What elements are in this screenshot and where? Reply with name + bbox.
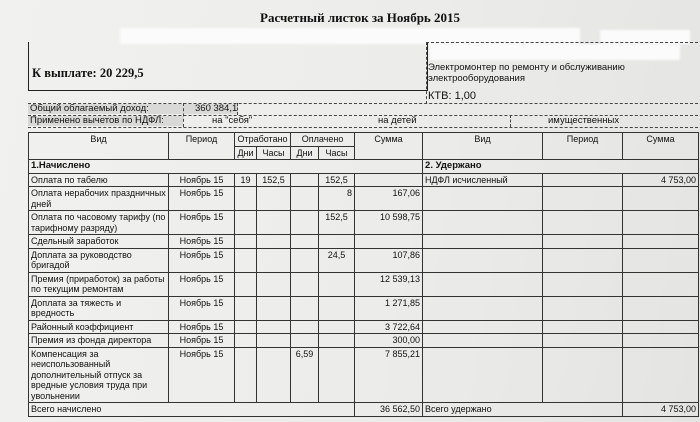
accrual-paid-days: 6,59 [291, 347, 319, 403]
col-sum-2: Сумма [623, 133, 699, 160]
accrual-worked-days [235, 272, 257, 296]
total-withheld-label: Всего удержано [423, 403, 623, 417]
accrual-sum: 1 271,85 [355, 296, 423, 320]
total-accrued-label: Всего начислено [29, 403, 355, 417]
accrual-period: Ноябрь 15 [169, 235, 235, 249]
col-paid-days: Дни [291, 146, 319, 160]
page-title: Расчетный листок за Ноябрь 2015 [260, 10, 461, 25]
accrual-period: Ноябрь 15 [169, 211, 235, 235]
table-header-row [29, 133, 699, 147]
deductions-label: Применено вычетов по НДФЛ: [30, 115, 164, 126]
accrual-worked-days [235, 235, 257, 249]
total-accrued-sum: 36 562,50 [355, 403, 423, 417]
accrual-name: Доплата за тяжесть и вредность [29, 296, 169, 320]
accrual-name: Оплата по часовому тарифу (по тарифному разряду) [29, 211, 169, 235]
table-row [29, 296, 699, 320]
accrual-sum: 167,06 [355, 187, 423, 211]
accrual-paid-hours: 152,5 [319, 211, 355, 235]
totals-row [29, 403, 699, 417]
table-row [29, 211, 699, 235]
accrual-paid-days [291, 187, 319, 211]
accrual-paid-days [291, 211, 319, 235]
accrual-name: Районный коэффициент [29, 320, 169, 334]
accrual-worked-hours [257, 248, 291, 272]
accrual-period: Ноябрь 15 [169, 347, 235, 403]
accrual-worked-days [235, 334, 257, 348]
col-period: Период [169, 133, 235, 160]
accrual-name: Премия (приработок) за работы по текущим ремонтам [29, 272, 169, 296]
accrual-worked-days: 19 [235, 173, 257, 187]
accrual-worked-days [235, 211, 257, 235]
col-worked-days: Дни [235, 146, 257, 160]
payout-box [28, 42, 428, 91]
accrual-period: Ноябрь 15 [169, 272, 235, 296]
accrual-worked-hours [257, 235, 291, 249]
table-row [29, 320, 699, 334]
accrual-worked-hours [257, 347, 291, 403]
payslip-table [28, 132, 699, 417]
position-line-1: Электромонтер по ремонту и обслуживанию [428, 62, 625, 73]
accrual-paid-hours: 152,5 [319, 173, 355, 187]
accrual-paid-days [291, 272, 319, 296]
accrual-worked-hours [257, 334, 291, 348]
section-row [29, 160, 699, 174]
accrual-paid-hours [319, 334, 355, 348]
taxable-income-label: Общий облагаемый доход: [30, 103, 149, 114]
deductions-children: на детей [378, 115, 417, 126]
position-line-2: электрооборудования [428, 73, 526, 84]
accrual-name: Оплата нерабочих праздничных дней [29, 187, 169, 211]
accrual-paid-hours [319, 320, 355, 334]
accrual-name: Премия из фонда директора [29, 334, 169, 348]
withheld-section-title: 2. Удержано [423, 160, 699, 174]
accrual-worked-hours [257, 187, 291, 211]
deductions-property: имущественных [548, 115, 620, 126]
accrual-sum: 12 539,13 [355, 272, 423, 296]
accrual-sum: 7 855,21 [355, 347, 423, 403]
redacted-org-area [430, 44, 680, 60]
accrual-period: Ноябрь 15 [169, 248, 235, 272]
table-row [29, 272, 699, 296]
accrual-sum [355, 173, 423, 187]
accrual-paid-days [291, 296, 319, 320]
withholding-name: НДФЛ исчисленный [423, 173, 543, 187]
deductions-self: на "себя" [212, 115, 253, 126]
accrual-worked-hours [257, 211, 291, 235]
col-type: Вид [29, 133, 169, 160]
col-worked: Отработано [235, 133, 291, 147]
divider [237, 103, 238, 115]
accrual-paid-days [291, 248, 319, 272]
accrual-period: Ноябрь 15 [169, 187, 235, 211]
payout-amount: К выплате: 20 229,5 [32, 66, 144, 80]
accrual-paid-days [291, 320, 319, 334]
accrual-paid-hours: 24,5 [319, 248, 355, 272]
accrual-period: Ноябрь 15 [169, 334, 235, 348]
divider [426, 42, 427, 104]
accrual-paid-hours [319, 347, 355, 403]
withholding-sum: 4 753,00 [623, 173, 699, 187]
accrual-sum: 3 722,64 [355, 320, 423, 334]
accrual-worked-days [235, 296, 257, 320]
accrual-sum: 107,86 [355, 248, 423, 272]
accrual-paid-hours: 8 [319, 187, 355, 211]
accrued-section-title: 1.Начислено [29, 160, 423, 174]
divider [510, 115, 511, 127]
table-row [29, 173, 699, 187]
table-row [29, 347, 699, 403]
accrual-paid-hours [319, 272, 355, 296]
accrual-worked-hours: 152,5 [257, 173, 291, 187]
accrual-name: Сдельный заработок [29, 235, 169, 249]
withholding-period [543, 173, 623, 187]
accrual-sum [355, 235, 423, 249]
total-withheld-sum: 4 753,00 [623, 403, 699, 417]
accrual-worked-days [235, 320, 257, 334]
col-worked-hours: Часы [257, 146, 291, 160]
accrual-paid-days [291, 334, 319, 348]
accrual-worked-hours [257, 320, 291, 334]
accrual-sum: 10 598,75 [355, 211, 423, 235]
taxable-income-value: 360 384,1 [195, 103, 238, 114]
accrual-paid-hours [319, 235, 355, 249]
accrual-worked-hours [257, 296, 291, 320]
col-type-2: Вид [423, 133, 543, 160]
table-row [29, 187, 699, 211]
accrual-name: Компенсация за неиспользованный дополнительный отпуск за вредные условия труда при увольнении [29, 347, 169, 403]
accrual-worked-days [235, 248, 257, 272]
accrual-worked-days [235, 347, 257, 403]
divider [28, 127, 698, 128]
accrual-paid-days [291, 235, 319, 249]
divider [183, 103, 184, 127]
col-paid-hours: Часы [319, 146, 355, 160]
accrual-sum: 300,00 [355, 334, 423, 348]
accrual-worked-hours [257, 272, 291, 296]
accrual-name: Оплата по табелю [29, 173, 169, 187]
ktv-label: КТВ: 1,00 [428, 90, 476, 102]
accrual-name: Доплата за руководство бригадой [29, 248, 169, 272]
accrual-period: Ноябрь 15 [169, 173, 235, 187]
accrual-period: Ноябрь 15 [169, 296, 235, 320]
table-row [29, 235, 699, 249]
divider [426, 42, 698, 43]
col-sum: Сумма [355, 133, 423, 160]
table-row [29, 248, 699, 272]
table-row [29, 334, 699, 348]
accrual-worked-days [235, 187, 257, 211]
col-period-2: Период [543, 133, 623, 160]
accrual-paid-days [291, 173, 319, 187]
col-paid: Оплачено [291, 133, 355, 147]
accrual-paid-hours [319, 296, 355, 320]
accrual-period: Ноябрь 15 [169, 320, 235, 334]
